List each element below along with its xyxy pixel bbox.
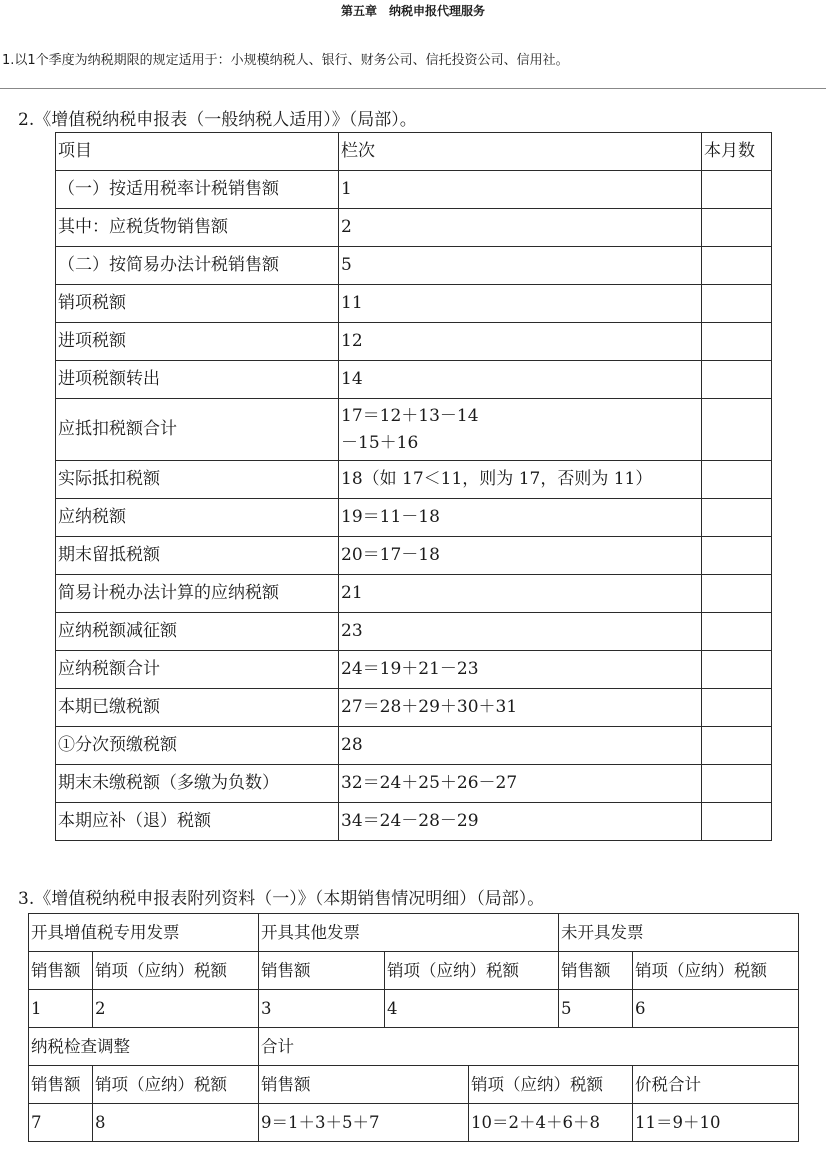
column-header-item: 项目 [56,133,339,171]
table-subheader-row [29,1066,799,1104]
line-number-cell: 2 [93,990,259,1028]
row-item: 应纳税额减征额 [56,613,339,651]
row-amount-cell [702,209,772,247]
question-1-text: 1.以1个季度为纳税期限的规定适用于：小规模纳税人、银行、财务公司、信托投资公司、信用社。 [2,53,569,68]
table-row [56,727,772,765]
line-number-cell: 9＝1＋3＋5＋7 [259,1104,469,1142]
subheader-cell: 销项（应纳）税额 [633,952,799,990]
row-line: 19＝11－18 [339,499,702,537]
table-row [56,575,772,613]
table-row [56,247,772,285]
table-row [56,461,772,499]
row-amount-cell [702,651,772,689]
table-group-header-row [29,914,799,952]
row-amount-cell [702,537,772,575]
line-number-cell: 11＝9＋10 [633,1104,799,1142]
table-header-row [56,133,772,171]
row-item: 期末留抵税额 [56,537,339,575]
row-item: 进项税额 [56,323,339,361]
table-row [56,613,772,651]
row-amount-cell [702,689,772,727]
line-number-cell: 5 [559,990,633,1028]
line-number-cell: 8 [93,1104,259,1142]
table-row [56,361,772,399]
table-row [56,499,772,537]
table-row [56,323,772,361]
row-item: 简易计税办法计算的应纳税额 [56,575,339,613]
row-line: 14 [339,361,702,399]
row-item: 应纳税额 [56,499,339,537]
line-number-cell: 7 [29,1104,93,1142]
row-line: 18（如 17＜11，则为 17，否则为 11） [339,461,702,499]
group-vat-special-invoice: 开具增值税专用发票 [29,914,259,952]
table-row [56,399,772,461]
table-row [56,171,772,209]
row-line: 28 [339,727,702,765]
row-amount-cell [702,575,772,613]
row-line [339,399,702,461]
table-row [56,285,772,323]
table-group-header-row [29,1028,799,1066]
row-amount-cell [702,461,772,499]
row-line: 5 [339,247,702,285]
row-line-part2: －15＋16 [341,432,419,453]
row-item: 实际抵扣税额 [56,461,339,499]
line-number-cell: 1 [29,990,93,1028]
row-amount-cell [702,613,772,651]
row-amount-cell [702,499,772,537]
row-line: 2 [339,209,702,247]
line-number-cell: 4 [385,990,559,1028]
question-2-heading: 2.《增值税纳税申报表（一般纳税人适用）》（局部）。 [18,110,417,130]
subheader-cell: 销项（应纳）税额 [469,1066,633,1104]
subheader-cell: 销售额 [259,1066,469,1104]
vat-return-table [55,132,772,841]
row-line: 24＝19＋21－23 [339,651,702,689]
row-line: 12 [339,323,702,361]
group-tax-inspection: 纳税检查调整 [29,1028,259,1066]
column-header-line: 栏次 [339,133,702,171]
row-item: 其中：应税货物销售额 [56,209,339,247]
sales-detail-table [28,913,799,1142]
subheader-cell: 销售额 [29,952,93,990]
row-amount-cell [702,247,772,285]
subheader-cell: 销售额 [259,952,385,990]
subheader-cell: 销项（应纳）税额 [93,952,259,990]
row-amount-cell [702,803,772,841]
row-item: ①分次预缴税额 [56,727,339,765]
row-line: 20＝17－18 [339,537,702,575]
subheader-cell: 销项（应纳）税额 [385,952,559,990]
column-header-amount: 本月数 [702,133,772,171]
row-amount-cell [702,765,772,803]
line-number-cell: 3 [259,990,385,1028]
group-no-invoice: 未开具发票 [559,914,799,952]
row-line: 32＝24＋25＋26－27 [339,765,702,803]
row-amount-cell [702,171,772,209]
line-number-cell: 10＝2＋4＋6＋8 [469,1104,633,1142]
row-line: 27＝28＋29＋30＋31 [339,689,702,727]
row-item: 应纳税额合计 [56,651,339,689]
row-item: （二）按简易办法计税销售额 [56,247,339,285]
row-item: 销项税额 [56,285,339,323]
table-row [56,689,772,727]
line-number-cell: 6 [633,990,799,1028]
table-row [56,209,772,247]
row-amount-cell [702,399,772,461]
row-line: 23 [339,613,702,651]
row-line: 21 [339,575,702,613]
row-amount-cell [702,285,772,323]
row-line-part1: 17＝12＋13－14 [341,406,479,427]
row-line: 11 [339,285,702,323]
row-line: 1 [339,171,702,209]
row-line: 34＝24－28－29 [339,803,702,841]
row-item: （一）按适用税率计税销售额 [56,171,339,209]
row-amount-cell [702,323,772,361]
chapter-title: 第五章 纳税申报代理服务 [340,4,485,18]
divider [0,88,826,89]
row-item: 期末未缴税额（多缴为负数） [56,765,339,803]
table-row [29,1104,799,1142]
subheader-cell: 价税合计 [633,1066,799,1104]
table-row [56,765,772,803]
table-row [56,651,772,689]
row-item: 进项税额转出 [56,361,339,399]
subheader-cell: 销售额 [559,952,633,990]
question-3-heading: 3.《增值税纳税申报表附列资料（一）》（本期销售情况明细）（局部）。 [18,889,545,909]
table-row [29,990,799,1028]
row-item: 本期应补（退）税额 [56,803,339,841]
row-amount-cell [702,361,772,399]
row-item: 应抵扣税额合计 [56,399,339,461]
table-row [56,537,772,575]
group-other-invoice: 开具其他发票 [259,914,559,952]
row-amount-cell [702,727,772,765]
subheader-cell: 销售额 [29,1066,93,1104]
subheader-cell: 销项（应纳）税额 [93,1066,259,1104]
row-item: 本期已缴税额 [56,689,339,727]
table-subheader-row [29,952,799,990]
table-row [56,803,772,841]
group-total: 合计 [259,1028,799,1066]
